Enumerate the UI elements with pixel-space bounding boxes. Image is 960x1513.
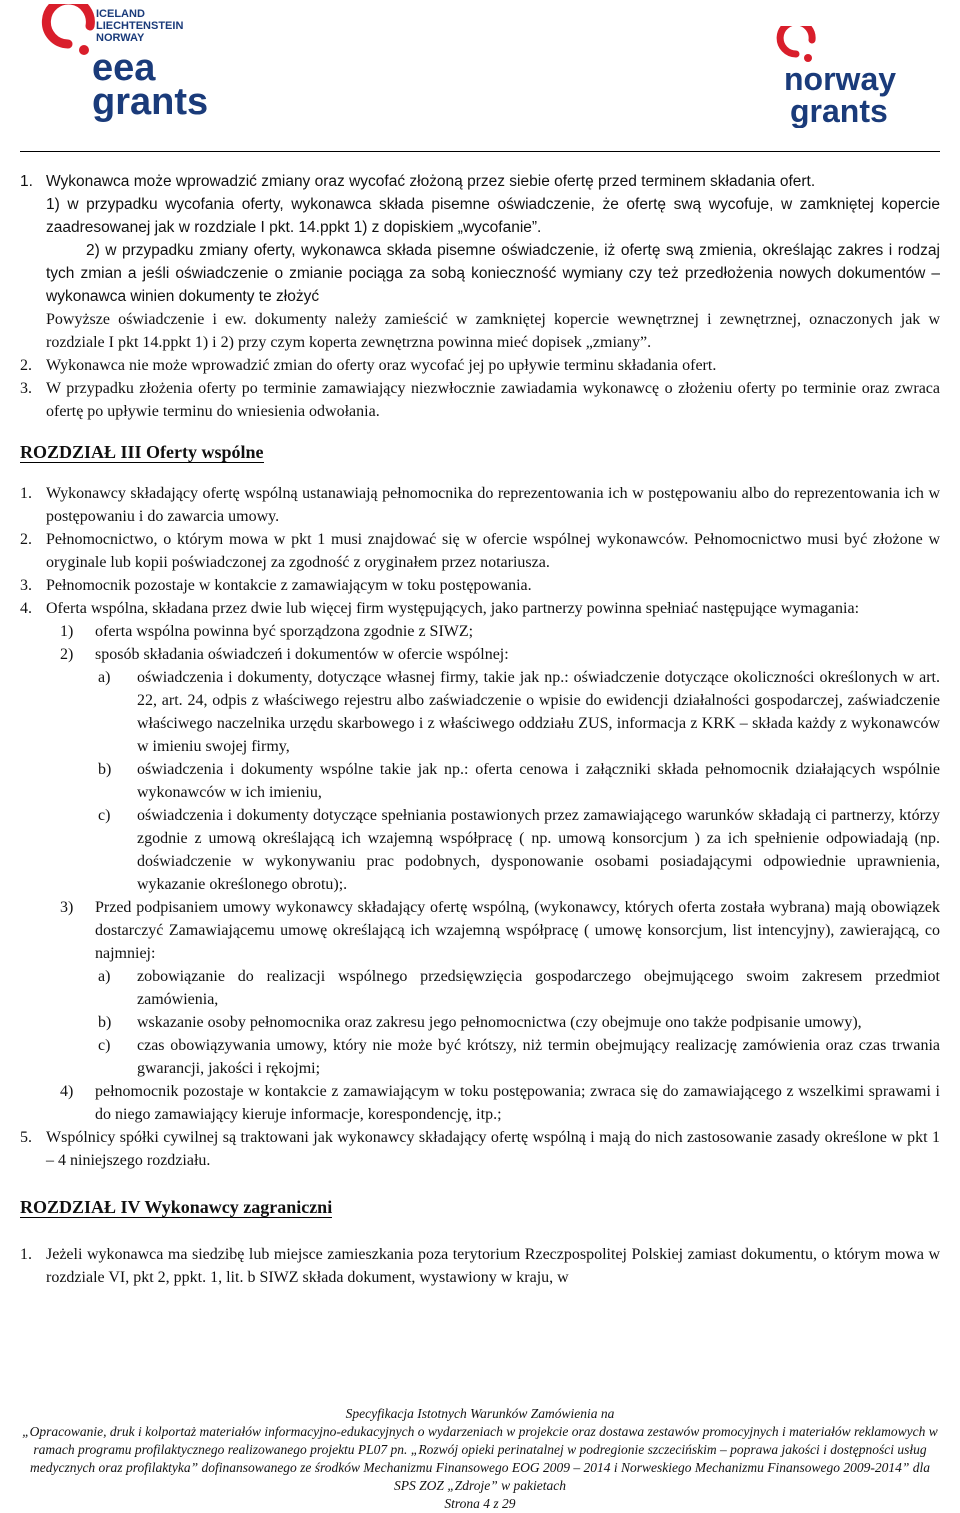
item-number: 3) xyxy=(60,899,74,916)
item-text: Oferta wspólna, składana przez dwie lub więcej firm występujących, jako partnerzy powinna spełniać następujące wymagania: xyxy=(46,600,860,617)
list-item xyxy=(20,758,940,804)
item-text: Wykonawcy składający ofertę wspólną ustanawiają pełnomocnika do reprezentowania ich w postępowaniu albo do reprezentowania ich w postępowaniu i do zawarcia umowy. xyxy=(46,485,940,525)
item-number: 3. xyxy=(20,380,32,397)
list-item xyxy=(20,804,940,896)
item-number: 1. xyxy=(20,1246,32,1263)
footer-title: Specyfikacja Istotnych Warunków Zamówienia na xyxy=(345,1406,615,1421)
footer-project: „Opracowanie, druk i kolportaż materiałów informacyjno-edukacyjnych o wydarzeniach w projekcie oraz dostawa zestawów promocyjnych i materiałów reklamowych w ramach programu profilaktycznego realizowanego projektu PL07 pn. „Rozwój opieki perinatalnej w podregionie szczecińskim – poprawa jakości i dostępności usług medycznych oraz profilaktyka” dofinansowanego ze środków Mechanizmu Finansowego EOG 2009 – 2014 i Norweskiego Mechanizmu Finansowego 2009-2014” dla SPS ZOZ „Zdroje” w pakietach xyxy=(22,1424,938,1493)
section-heading: ROZDZIAŁ III Oferty wspólne xyxy=(20,442,264,462)
list-item xyxy=(20,1126,940,1172)
item-text: W przypadku złożenia oferty po terminie zamawiający niezwłocznie zawiadamia wykonawcę o złożeniu oferty po terminie oraz zwraca ofertę po upływie terminu do wniesienia odwołania. xyxy=(46,380,940,420)
item-text: Wykonawca nie może wprowadzić zmian do oferty oraz wycofać jej po upływie terminu składania ofert. xyxy=(46,357,717,374)
list-item xyxy=(20,1243,940,1289)
item-number: 4. xyxy=(20,600,32,617)
item-number: 1. xyxy=(20,485,32,502)
item-number: 1) xyxy=(60,623,74,640)
logo-country-2: LIECHTENSTEIN xyxy=(96,20,184,32)
list-item xyxy=(20,574,940,597)
item-text: Przed podpisaniem umowy wykonawcy składający ofertę wspólną, (wykonawcy, których oferta została wybrana) mają obowiązek dostarczyć Zamawiającemu umowę określającą ich wzajemną współpracę ( umowę konsorcjum, list intencyjny), zawierającą, co najmniej: xyxy=(95,899,940,962)
list-item xyxy=(20,643,940,666)
logo-word-2: grants xyxy=(92,81,209,123)
item-text: oferta wspólna powinna być sporządzona zgodnie z SIWZ; xyxy=(95,623,474,640)
item-number: 5. xyxy=(20,1129,32,1146)
page-footer xyxy=(20,1405,940,1513)
norway-grants-logo xyxy=(776,26,936,128)
list-item xyxy=(20,597,940,620)
list-item xyxy=(20,528,940,574)
item-number: 1. xyxy=(20,173,33,190)
document-body xyxy=(20,170,940,1289)
item-number: 3. xyxy=(20,577,32,594)
eea-grants-logo xyxy=(40,4,240,124)
item-text: oświadczenia i dokumenty dotyczące spełniania postawionych przez zamawiającego warunków składają ci partnerzy, którzy zgodnie z umową określającą ich wzajemną współpracę ( np. umową konsorcjum ) za ich spełnienie odpowiadają (np. doświadczenie w wykonywaniu prac podobnych, dysponowanie osobami posiadającymi odpowiednie uprawnienia, wykazanie określonego obrotu);. xyxy=(137,807,940,893)
item-number: a) xyxy=(98,968,111,985)
item-text: sposób składania oświadczeń i dokumentów w ofercie wspólnej: xyxy=(95,646,509,663)
item-number: 2) xyxy=(60,646,74,663)
item-number: c) xyxy=(98,1037,111,1054)
item-text: oświadczenia i dokumenty, dotyczące własnej firmy, takie jak np.: oświadczenie dotyczące okoliczności określonych w art. 22, art. 24, odpis z właściwego rejestru albo zaświadczenie o wpisie do ewidencji działalności gospodarczej, zaświadczenie właściwego naczelnika urzędu skarbowego i z właściwego oddziału ZUS, informacja z KRK – składa każdy z wykonawców w imieniu swojej firmy, xyxy=(137,669,940,755)
item-text: zobowiązanie do realizacji wspólnego przedsięwzięcia gospodarczego obejmującego swoim zakresem przedmiot zamówienia, xyxy=(137,968,940,1008)
item-text: Pełnomocnictwo, o którym mowa w pkt 1 musi znajdować się w ofercie wspólnej wykonawców. Pełnomocnictwo musi być złożone w oryginale lub kopii poświadczonej za zgodność z oryginałem przez notariusza. xyxy=(46,531,940,571)
item-number: 2. xyxy=(20,357,32,374)
list-item xyxy=(20,896,940,965)
logo-word-grants: grants xyxy=(790,93,888,128)
item-text: wskazanie osoby pełnomocnika oraz zakresu jego pełnomocnictwa (czy obejmuje ono także podpisanie umowy), xyxy=(137,1014,862,1031)
list-item xyxy=(20,377,940,423)
item-text: pełnomocnik pozostaje w kontakcie z zamawiającym w toku postępowania; zwraca się do zamawiającego z wszelkimi sprawami i do niego zamawiający kieruje informacje, korespondencję, itp.; xyxy=(95,1083,940,1123)
logo-word-1: eea xyxy=(92,47,156,89)
logo-country-3: NORWAY xyxy=(96,32,145,44)
list-item xyxy=(20,170,940,193)
item-text: Jeżeli wykonawca ma siedzibę lub miejsce zamieszkania poza terytorium Rzeczpospolitej Polskiej zamiast dokumentu, o którym mowa w rozdziale VI, pkt 2, ppkt. 1, lit. b SIWZ składa dokument, wystawiony w kraju, w xyxy=(46,1246,940,1286)
item-text: czas obowiązywania umowy, który nie może być krótszy, niż termin obejmujący realizację zamówienia oraz czas trwania gwarancji, jakości i rękojmi; xyxy=(137,1037,940,1077)
item-number: a) xyxy=(98,669,111,686)
header-divider xyxy=(20,151,940,152)
item-text: Pełnomocnik pozostaje w kontakcie z zamawiającym w toku postępowania. xyxy=(46,577,532,594)
list-item xyxy=(20,1080,940,1126)
list-item xyxy=(20,482,940,528)
item-number: 2. xyxy=(20,531,32,548)
logo-word-norway: norway xyxy=(784,61,897,97)
item-text: Wspólnicy spółki cywilnej są traktowani jak wykonawcy składający ofertę wspólną i mają do nich zastosowanie zasady określone w pkt 1 – 4 niniejszego rozdziału. xyxy=(46,1129,940,1169)
section-heading: ROZDZIAŁ IV Wykonawcy zagraniczni xyxy=(20,1197,333,1217)
item-number: 4) xyxy=(60,1083,74,1100)
page-number: Strona 4 z 29 xyxy=(444,1496,516,1511)
list-item xyxy=(20,965,940,1011)
item-number: b) xyxy=(98,1014,112,1031)
item-text: Wykonawca może wprowadzić zmiany oraz wycofać złożoną przez siebie ofertę przed terminem składania ofert. xyxy=(46,173,816,190)
list-item xyxy=(20,1034,940,1080)
sub-paragraph: 1) w przypadku wycofania oferty, wykonawca składa pisemne oświadczenie, że ofertę swą wycofuje, w zamkniętej kopercie zaadresowanej jak w rozdziale I pkt. 14.ppkt 1) z dopiskiem „wycofanie”. xyxy=(46,196,940,236)
item-number: c) xyxy=(98,807,111,824)
item-number: b) xyxy=(98,761,112,778)
list-item xyxy=(20,666,940,758)
list-item xyxy=(20,354,940,377)
list-item xyxy=(20,1011,940,1034)
sub-paragraph: 2) w przypadku zmiany oferty, wykonawca składa pisemne oświadczenie, iż ofertę swą zmienia, określając zakres i rodzaj tych zmian a jeśli oświadczenie o zmianie pociąga za sobą konieczność wymiany czy też przedłożenia nowych dokumentów – wykonawca winien dokumenty te złożyć xyxy=(46,242,940,305)
item-text: oświadczenia i dokumenty wspólne takie jak np.: oferta cenowa i załączniki składa pełnomocnik działających wspólnie wykonawców w ich imieniu, xyxy=(137,761,940,801)
list-item xyxy=(20,620,940,643)
sub-paragraph: Powyższe oświadczenie i ew. dokumenty należy zamieścić w zamkniętej kopercie wewnętrznej i zewnętrznej, oznaczonych jak w rozdziale I pkt 14.ppkt 1) i 2) przy czym koperta zewnętrzna powinna mieć dopisek „zmiany”. xyxy=(46,311,940,351)
logo-country-1: ICELAND xyxy=(96,8,145,20)
